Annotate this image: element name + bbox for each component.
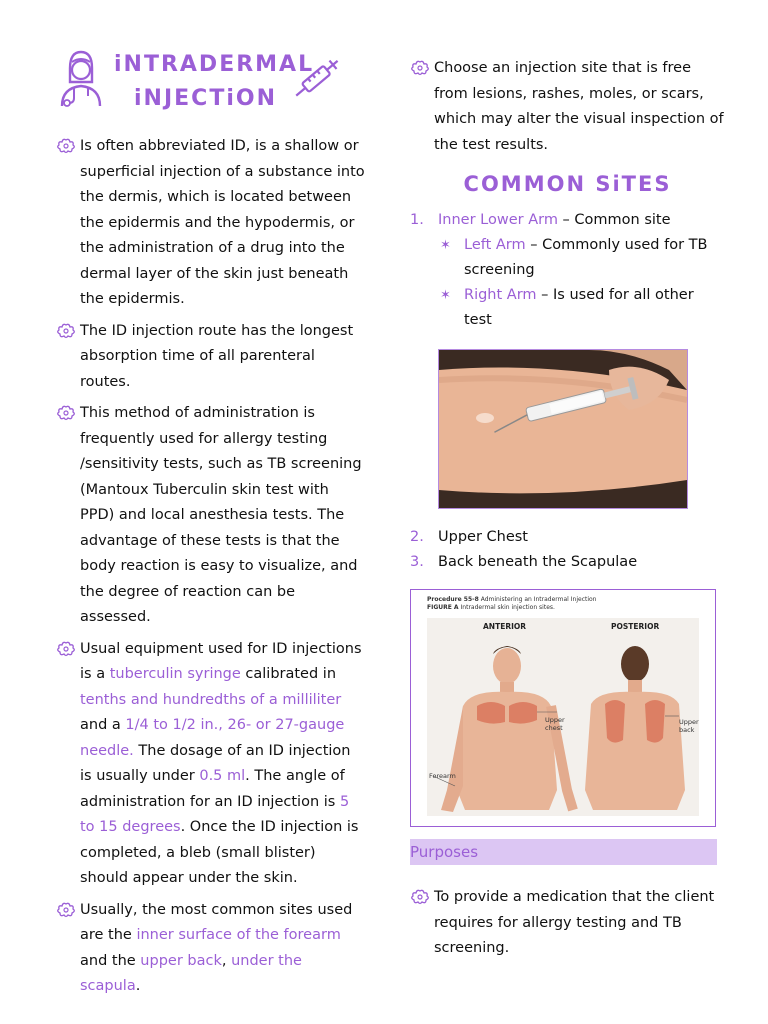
nurse-icon — [56, 48, 106, 108]
purpose-bullet — [410, 885, 725, 962]
bullet-4-text: Usual equipment used for ID injections is a tuberculin syringe calibrated in tenths and hundredths of a milliliter and a 1/4 to 1/2 in., 26- or 27-gauge needle. The dosage of an ID injection is usually under 0.5 ml. The angle of administration for an ID injection is 5 to 15 degrees. Once the ID injection is completed, a bleb (small blister) should appear under the skin. — [80, 640, 362, 886]
flower-bullet-icon — [56, 323, 76, 339]
site-number: 3. — [410, 554, 424, 570]
sparkle-icon: ✶ — [440, 238, 451, 253]
flower-bullet-icon — [410, 60, 430, 76]
flower-bullet-icon — [410, 889, 430, 905]
title-block — [56, 48, 366, 126]
highlight-term: 5 to 15 degrees — [80, 793, 350, 835]
site-subitem-right-arm: ✶ Right Arm – Is used for all other test — [410, 283, 725, 333]
bullet-3-text: This method of administration is frequently used for allergy testing /sensitivity tests, such as TB screening (Mantoux Tuberculin skin test with PPD) and local anesthesia tests. The advantage of these tests is that the body reaction is easy to visualize, and the degree of reaction can be assessed. — [80, 405, 362, 625]
title-line-1: iNTRADERMAL — [114, 52, 315, 77]
highlight-term: 1/4 to 1/2 in., 26- or 27-gauge needle. — [80, 717, 345, 759]
site-number: 1. — [410, 212, 424, 228]
site-number: 2. — [410, 529, 424, 545]
highlight-term: under the scapula — [80, 952, 302, 994]
bullet-5-text: Usually, the most common sites used are the inner surface of the forearm and the upper back, under the scapula. — [80, 901, 353, 994]
syringe-icon — [288, 50, 348, 106]
posterior-label: POSTERIOR — [611, 622, 660, 631]
purposes-band: Purposes — [410, 839, 717, 865]
sparkle-icon: ✶ — [440, 288, 451, 303]
upper-back-label: Upper back — [679, 718, 699, 734]
forearm-label: Forearm — [429, 772, 456, 780]
highlight-term: tuberculin syringe — [109, 666, 241, 682]
flower-bullet-icon — [56, 138, 76, 154]
highlight-term: upper back — [140, 952, 222, 969]
site-item-2 — [410, 525, 725, 550]
bullet-1-text: Is often abbreviated ID, is a shallow or superficial injection of a substance into the dermis, which is located between the epidermis and the hypodermis, or the administration of a drug into the dermal layer of the skin just beneath the epidermis. — [80, 138, 365, 307]
purpose-text: To provide a medication that the client requires for allergy testing and TB screening. — [434, 889, 715, 956]
left-column — [56, 48, 366, 1006]
bullet-2-text: The ID injection route has the longest absorption time of all parenteral routes. — [80, 322, 354, 390]
bullet-2 — [56, 319, 366, 396]
site-text: Back beneath the Scapulae — [438, 554, 638, 570]
site-text: Upper Chest — [438, 529, 528, 545]
body-illustration — [411, 590, 715, 826]
site-label: Inner Lower Arm — [438, 212, 558, 228]
site-subitem-left-arm: ✶ Left Arm – Commonly used for TB screening — [410, 233, 725, 283]
intro-text: Choose an injection site that is free from lesions, rashes, moles, or scars, which may alter the visual inspection of the test results. — [434, 60, 724, 153]
site-item-3 — [410, 550, 725, 575]
figure-caption: Procedure 55-8 Administering an Intradermal Injection FIGURE A Intradermal skin injection sites. — [427, 596, 597, 611]
flower-bullet-icon — [56, 405, 76, 421]
right-column — [410, 56, 725, 968]
bullet-5 — [56, 898, 366, 1000]
flower-bullet-icon — [56, 902, 76, 918]
title-line-2: iNJECTiON — [134, 86, 277, 111]
site-sub-label: Left Arm — [464, 237, 526, 253]
flower-bullet-icon — [56, 641, 76, 657]
bullet-3 — [56, 401, 366, 631]
bullet-1 — [56, 134, 366, 313]
site-item-1: 1. Inner Lower Arm – Common site — [410, 208, 725, 233]
intro-bullet — [410, 56, 725, 158]
upper-chest-label: Upper chest — [545, 716, 565, 732]
injection-sites-figure — [410, 589, 716, 827]
highlight-term: tenths and hundredths of a milliliter — [80, 691, 342, 708]
left-bullets — [56, 134, 366, 1000]
highlight-term: inner surface of the forearm — [136, 927, 341, 943]
common-sites-heading: COMMON SiTES — [463, 172, 672, 196]
arm-injection-illustration — [439, 350, 687, 508]
injection-photo — [438, 349, 688, 509]
site-sub-label: Right Arm — [464, 287, 537, 303]
bullet-4 — [56, 637, 366, 892]
highlight-term: 0.5 ml — [199, 768, 246, 784]
anterior-label: ANTERIOR — [483, 622, 527, 631]
